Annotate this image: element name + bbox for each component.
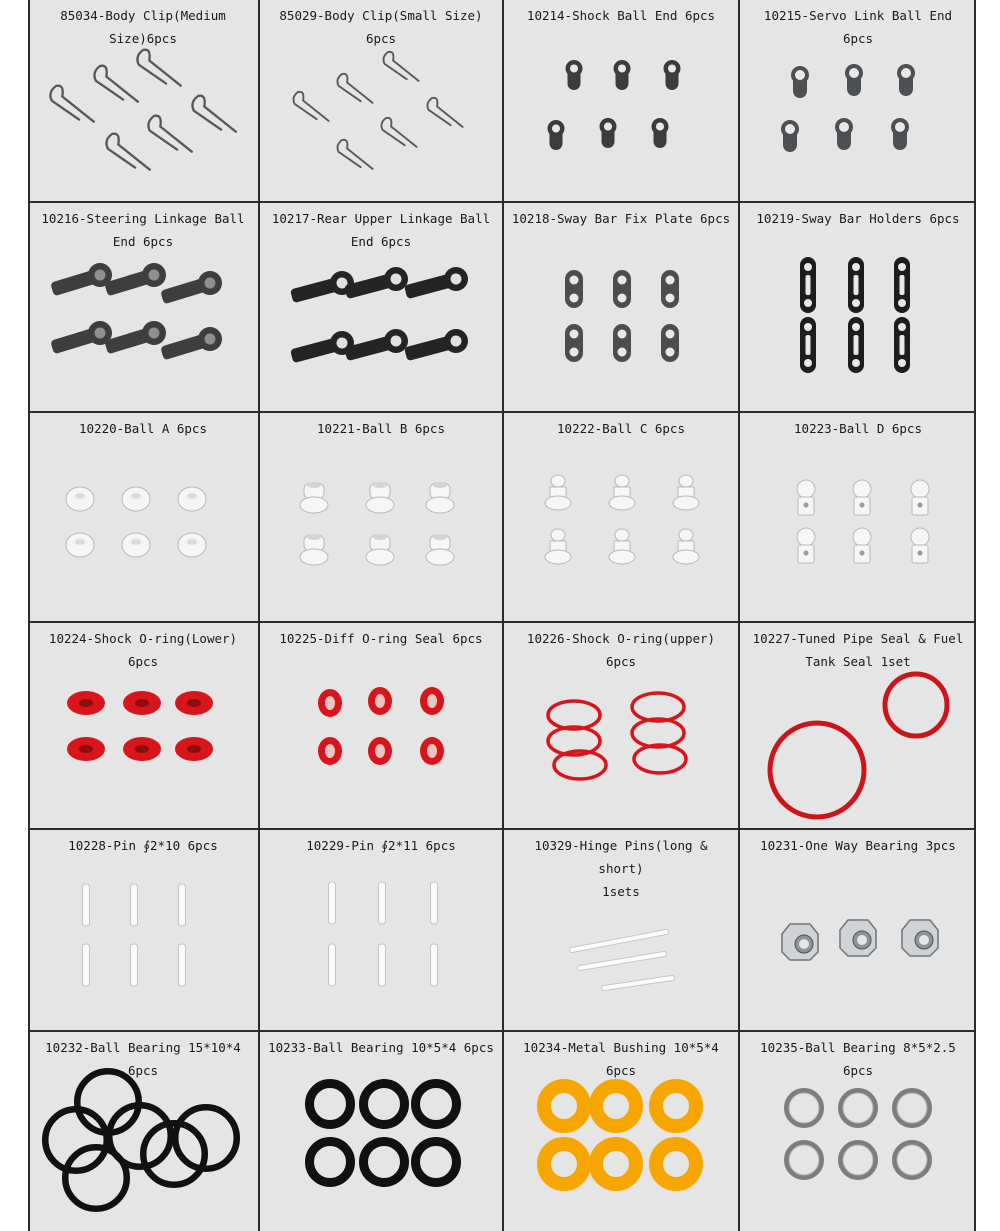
o-ring [548, 701, 600, 729]
part-title: 10220-Ball A 6pcs [79, 421, 207, 436]
o-ring [368, 737, 392, 765]
ball-end [652, 118, 669, 148]
part-title: 10226-Shock O-ring(upper) 6pcs [526, 631, 716, 669]
ball-bearing [65, 1147, 127, 1209]
part-cell [504, 623, 738, 828]
part-illustration [740, 413, 976, 621]
ball-bearing [416, 1142, 457, 1183]
part-title: 10214-Shock Ball End 6pcs [526, 8, 716, 23]
part-cell [504, 0, 738, 202]
ball [66, 533, 94, 557]
tank-seal [770, 723, 864, 817]
part-illustration [260, 830, 502, 1030]
part-cell [28, 203, 258, 411]
rod-end [103, 260, 169, 301]
rod-end [159, 324, 225, 365]
body-clip [293, 92, 328, 121]
body-clip [337, 74, 372, 103]
pin [379, 882, 386, 924]
part-title: 10219-Sway Bar Holders 6pcs [756, 211, 960, 226]
part-title: 10222-Ball C 6pcs [557, 421, 685, 436]
part-cell [740, 623, 976, 828]
part-illustration [740, 203, 976, 411]
metal-bushing [544, 1086, 584, 1126]
part-cell [260, 830, 502, 1030]
ball [366, 534, 394, 565]
o-ring [632, 693, 684, 721]
part-cell [504, 830, 738, 1030]
ball [122, 533, 150, 557]
o-ring [420, 687, 444, 715]
part-title: 10228-Pin ∮2*10 6pcs [68, 838, 218, 853]
part-cell [260, 413, 502, 621]
o-ring [318, 737, 342, 765]
o-ring [123, 737, 161, 761]
parts-grid [28, 0, 976, 1231]
plate [661, 324, 679, 362]
ball-bearing [364, 1084, 405, 1125]
part-cell [504, 413, 738, 621]
body-clip [94, 66, 137, 102]
one-way-bearing [840, 920, 876, 956]
rod-end [403, 264, 471, 304]
sway-holder [800, 257, 816, 313]
body-clip [427, 98, 462, 127]
plate [661, 270, 679, 308]
pin [329, 882, 336, 924]
one-way-bearing [782, 924, 818, 960]
ball-bearing [45, 1109, 107, 1171]
metal-bushing [544, 1144, 584, 1184]
pin [431, 882, 438, 924]
part-illustration [260, 413, 502, 621]
pin [329, 944, 336, 986]
part-cell [28, 830, 258, 1030]
body-clip [50, 86, 93, 122]
part-illustration [28, 413, 258, 621]
ball [426, 482, 454, 513]
hinge-pin [572, 932, 666, 950]
ball [609, 475, 635, 510]
rod-end [103, 318, 169, 359]
ball-end [600, 118, 617, 148]
body-clip [381, 118, 416, 147]
part-illustration [28, 830, 258, 1030]
ball [545, 475, 571, 510]
ball [366, 482, 394, 513]
part-illustration [504, 413, 738, 621]
part-cell [740, 0, 976, 202]
part-title: 85034-Body Clip(Medium Size)6pcs [60, 8, 226, 46]
part-title: 10227-Tuned Pipe Seal & Fuel Tank Seal 1set [752, 631, 964, 669]
ball [178, 487, 206, 511]
pin [179, 884, 186, 926]
ball-end [548, 120, 565, 150]
ball-bearing [841, 1091, 876, 1126]
ball [853, 528, 871, 563]
body-clip [137, 50, 180, 86]
ball-bearing [787, 1143, 822, 1178]
part-title: 10235-Ball Bearing 8*5*2.5 6pcs [760, 1040, 956, 1078]
rod-end [49, 260, 115, 301]
ball-end [845, 64, 863, 96]
part-cell [260, 0, 502, 202]
plate [565, 324, 583, 362]
body-clip [106, 134, 149, 170]
part-title: 10215-Servo Link Ball End 6pcs [763, 8, 953, 46]
ball-end [614, 60, 631, 90]
ball-bearing [895, 1091, 930, 1126]
part-cell [260, 623, 502, 828]
part-title: 10221-Ball B 6pcs [317, 421, 445, 436]
part-title: 10217-Rear Upper Linkage Ball End 6pcs [271, 211, 491, 249]
part-title: 10225-Diff O-ring Seal 6pcs [279, 631, 483, 646]
pin [379, 944, 386, 986]
pin [131, 944, 138, 986]
ball [300, 534, 328, 565]
ball [673, 529, 699, 564]
rod-end [403, 326, 471, 366]
part-cell [740, 413, 976, 621]
part-cell [740, 1032, 976, 1230]
plate [565, 270, 583, 308]
part-title: 10231-One Way Bearing 3pcs [760, 838, 956, 853]
part-title: 10223-Ball D 6pcs [794, 421, 922, 436]
sway-holder [800, 317, 816, 373]
part-title: 10329-Hinge Pins(long & short) 1sets [534, 838, 708, 899]
part-cell [28, 1032, 258, 1230]
ball [673, 475, 699, 510]
ball [911, 480, 929, 515]
body-clip [383, 52, 418, 81]
o-ring [634, 745, 686, 773]
ball-bearing [841, 1143, 876, 1178]
part-cell [260, 1032, 502, 1230]
ball [797, 480, 815, 515]
one-way-bearing [902, 920, 938, 956]
plate [613, 270, 631, 308]
pin [83, 884, 90, 926]
part-title: 10234-Metal Bushing 10*5*4 6pcs [523, 1040, 719, 1078]
ball [609, 529, 635, 564]
ball [545, 529, 571, 564]
metal-bushing [656, 1086, 696, 1126]
ball [300, 482, 328, 513]
part-illustration [504, 203, 738, 411]
ball-end [664, 60, 681, 90]
sway-holder [894, 257, 910, 313]
metal-bushing [596, 1086, 636, 1126]
plate [613, 324, 631, 362]
o-ring [420, 737, 444, 765]
ball [178, 533, 206, 557]
part-cell [740, 203, 976, 411]
o-ring [123, 691, 161, 715]
ball [797, 528, 815, 563]
ball-bearing [310, 1084, 351, 1125]
part-illustration [260, 1032, 502, 1230]
part-cell [28, 0, 258, 202]
metal-bushing [596, 1144, 636, 1184]
part-title: 10229-Pin ∮2*11 6pcs [306, 838, 456, 853]
ball-end [897, 64, 915, 96]
ball-end [835, 118, 853, 150]
part-illustration [740, 830, 976, 1030]
part-cell [740, 830, 976, 1030]
rod-end [159, 268, 225, 309]
ball [122, 487, 150, 511]
ball-end [791, 66, 809, 98]
body-clip [337, 140, 372, 169]
body-clip [192, 96, 235, 132]
rod-end [343, 264, 411, 304]
ball-end [781, 120, 799, 152]
o-ring [632, 719, 684, 747]
ball [426, 534, 454, 565]
pin [83, 944, 90, 986]
hinge-pin [580, 954, 664, 968]
ball [853, 480, 871, 515]
part-cell [28, 623, 258, 828]
part-illustration [504, 0, 738, 202]
part-cell [504, 203, 738, 411]
o-ring [175, 691, 213, 715]
part-cell [260, 203, 502, 411]
ball-bearing [787, 1091, 822, 1126]
part-cell [28, 413, 258, 621]
hinge-pin [604, 978, 672, 988]
part-title: 10216-Steering Linkage Ball End 6pcs [41, 211, 245, 249]
pipe-seal [885, 674, 947, 736]
part-title: 85029-Body Clip(Small Size) 6pcs [279, 8, 483, 46]
ball-bearing [364, 1142, 405, 1183]
o-ring [368, 687, 392, 715]
sway-holder [848, 257, 864, 313]
o-ring [67, 691, 105, 715]
body-clip [148, 116, 191, 152]
part-illustration [260, 623, 502, 828]
ball-bearing [895, 1143, 930, 1178]
ball-bearing [416, 1084, 457, 1125]
ball-end [891, 118, 909, 150]
o-ring [175, 737, 213, 761]
o-ring [67, 737, 105, 761]
sway-holder [848, 317, 864, 373]
o-ring [318, 689, 342, 717]
ball [66, 487, 94, 511]
ball-end [566, 60, 583, 90]
ball-bearing [310, 1142, 351, 1183]
metal-bushing [656, 1144, 696, 1184]
rod-end [343, 326, 411, 366]
pin [131, 884, 138, 926]
pin [431, 944, 438, 986]
rod-end [49, 318, 115, 359]
part-title: 10232-Ball Bearing 15*10*4 6pcs [45, 1040, 241, 1078]
ball [911, 528, 929, 563]
part-title: 10224-Shock O-ring(Lower) 6pcs [48, 631, 238, 669]
sway-holder [894, 317, 910, 373]
part-title: 10233-Ball Bearing 10*5*4 6pcs [268, 1040, 494, 1055]
pin [179, 944, 186, 986]
part-title: 10218-Sway Bar Fix Plate 6pcs [511, 211, 731, 226]
part-cell [504, 1032, 738, 1230]
